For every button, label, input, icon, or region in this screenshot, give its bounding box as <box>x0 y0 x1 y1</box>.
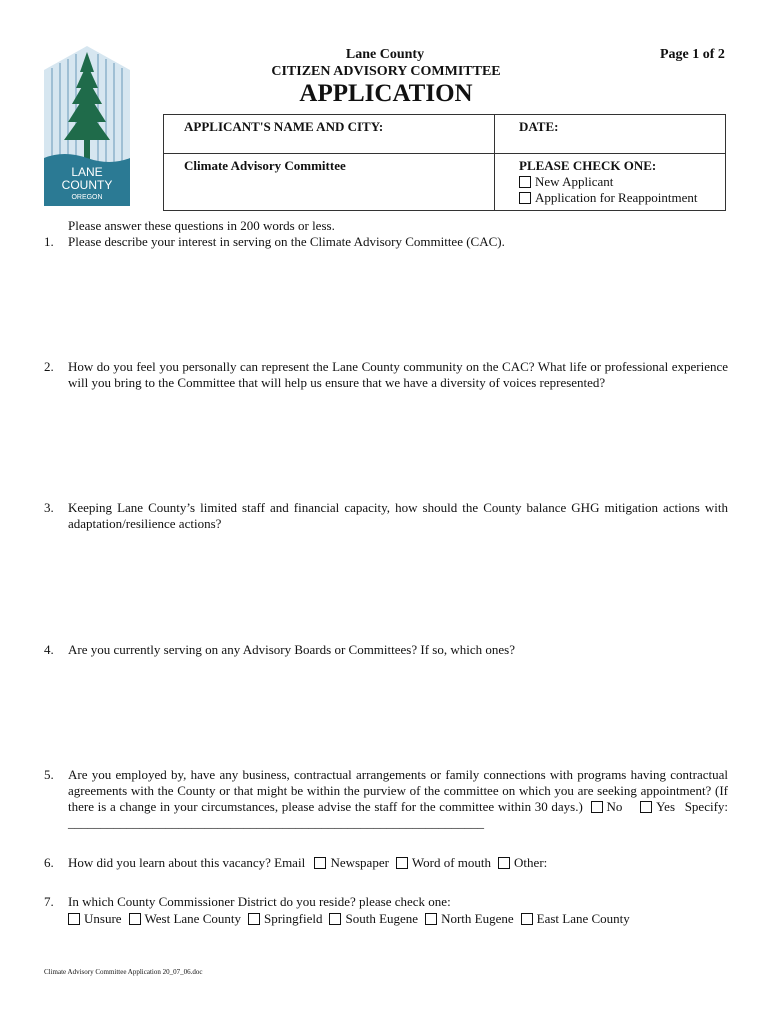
district-north-eugene-checkbox[interactable] <box>425 913 437 925</box>
logo-text-county: COUNTY <box>61 178 113 192</box>
check-one-label: PLEASE CHECK ONE: <box>519 158 657 173</box>
committee-heading: CITIZEN ADVISORY COMMITTEE <box>271 64 501 79</box>
district-east-lane-checkbox[interactable] <box>521 913 533 925</box>
source-email-checkbox[interactable] <box>314 857 326 869</box>
date-label: DATE: <box>519 119 559 134</box>
lane-county-logo <box>44 46 130 206</box>
source-newspaper-label: Newspaper <box>330 855 389 870</box>
question-6: 6. How did you learn about this vacancy? Email Newspaper Word of mouth Other: <box>44 855 548 870</box>
employment-specify-field[interactable]: Specify: ________________________________________________________________ <box>68 799 729 830</box>
page-number: Page 1 of 2 <box>660 47 725 62</box>
source-word-of-mouth-label: Word of mouth <box>411 855 492 870</box>
document-title: APPLICATION <box>299 80 473 107</box>
district-options: Unsure West Lane County Springfield South Eugene North Eugene East Lane County <box>68 911 728 927</box>
question-2: 2. How do you feel you personally can represent the Lane County community on the CAC? What life or professional experience will you bring to the Committee that will help us ensure that we have a diversity of voices represented? <box>44 359 728 390</box>
date-cell[interactable] <box>495 115 726 154</box>
applicant-info-table <box>163 114 726 211</box>
applicant-name-label: APPLICANT'S NAME AND CITY: <box>184 119 384 134</box>
instructions: Please answer these questions in 200 words or less. <box>68 218 335 233</box>
source-newspaper-checkbox[interactable] <box>396 857 408 869</box>
reappointment-option: Application for Reappointment <box>519 190 697 205</box>
source-other-label: Other: <box>514 855 548 870</box>
reappointment-checkbox[interactable] <box>519 192 531 204</box>
logo-text-lane: LANE <box>71 165 103 179</box>
district-south-eugene-checkbox[interactable] <box>329 913 341 925</box>
new-applicant-option: New Applicant <box>519 174 613 189</box>
employment-yes-checkbox[interactable] <box>640 801 652 813</box>
question-3: 3. Keeping Lane County’s limited staff and financial capacity, how should the County balance GHG mitigation actions with adaptation/resilience actions? <box>44 500 728 531</box>
question-1: 1. Please describe your interest in serving on the Climate Advisory Committee (CAC). <box>44 234 505 249</box>
new-applicant-checkbox[interactable] <box>519 176 531 188</box>
question-5: 5. Are you employed by, have any business, contractual arrangements or family connections with programs having contractual agreements with the County or that might be within the purview of the committee on which you are seeking appointment? (If there is a change in your circumstances, please advise the staff for the committee within 30 days.) No Yes Specify: ________________________________________________________________ <box>44 767 729 830</box>
employment-no-label: No <box>606 799 623 814</box>
source-word-of-mouth-checkbox[interactable] <box>498 857 510 869</box>
footer-filename: Climate Advisory Committee Application 20_07_06.doc <box>44 968 203 976</box>
question-4: 4. Are you currently serving on any Advisory Boards or Committees? If so, which ones? <box>44 642 515 657</box>
employment-yes-label: Yes <box>656 799 676 814</box>
question-7: 7. In which County Commissioner District do you reside? please check one: Unsure West Lane County Springfield South Eugene North Eugene East Lane County <box>44 894 728 927</box>
county-name: Lane County <box>345 47 425 62</box>
committee-name: Climate Advisory Committee <box>184 158 346 173</box>
employment-no-checkbox[interactable] <box>591 801 603 813</box>
applicant-name-cell[interactable] <box>164 115 495 154</box>
district-springfield-checkbox[interactable] <box>248 913 260 925</box>
district-unsure-checkbox[interactable] <box>68 913 80 925</box>
logo-text-oregon: OREGON <box>71 194 103 201</box>
district-west-lane-checkbox[interactable] <box>129 913 141 925</box>
